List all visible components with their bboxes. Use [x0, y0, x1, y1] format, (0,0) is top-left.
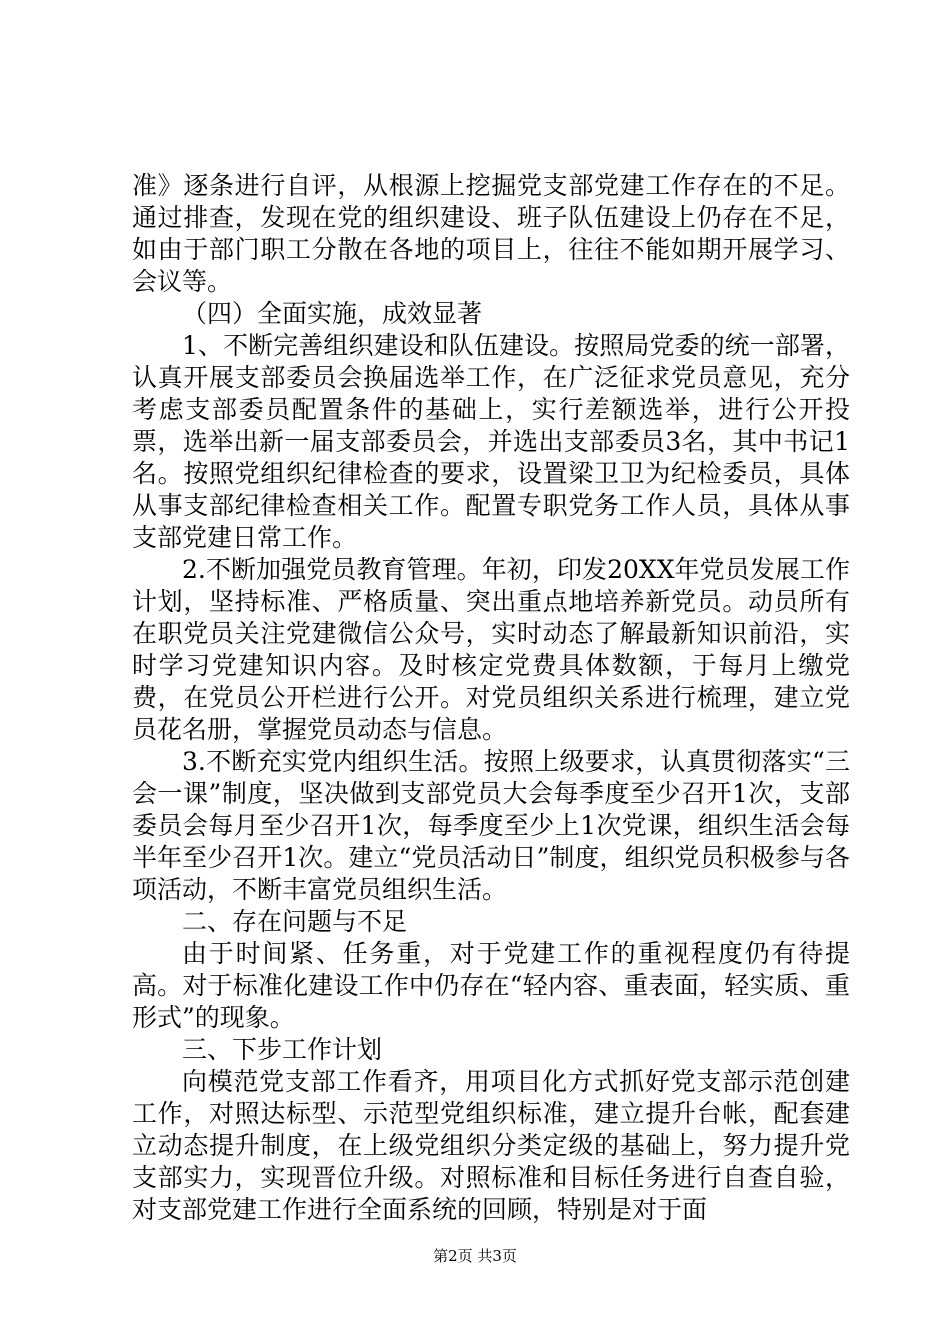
paragraph-organization-life: 3.不断充实党内组织生活。按照上级要求，认真贯彻落实“三会一课”制度，坚决做到支部党员大会每季度至少召开1次，支部委员会每月至少召开1次，每季度至少上1次党课，组织生活会每半年至少召开1次。建立“党员活动日”制度，组织党员积极参与各项活动，不断丰富党员组织生活。 [132, 747, 850, 904]
paragraph-problems: 由于时间紧、任务重，对于党建工作的重视程度仍有待提高。对于标准化建设工作中仍存在“轻内容、重表面，轻实质、重形式”的现象。 [132, 939, 850, 1032]
paragraph-continuation: 准》逐条进行自评，从根源上挖掘党支部党建工作存在的不足。通过排查，发现在党的组织建设、班子队伍建设上仍存在不足，如由于部门职工分散在各地的项目上，往往不能如期开展学习、会议等。 [132, 171, 850, 296]
page-number-footer: 第2页 共3页 [433, 1247, 517, 1265]
paragraph-member-education: 2.不断加强党员教育管理。年初，印发20XX年党员发展工作计划，坚持标准、严格质量、突出重点地培养新党员。动员所有在职党员关注党建微信公众号，实时动态了解最新知识前沿，实时学习党建知识内容。及时核定党费具体数额，于每月上缴党费，在党员公开栏进行公开。对党员组织关系进行梳理，建立党员花名册，掌握党员动态与信息。 [132, 555, 850, 744]
section-heading-implementation: （四）全面实施，成效显著 [182, 299, 483, 328]
section-heading-next-steps: 三、下步工作计划 [182, 1035, 383, 1064]
paragraph-next-steps: 向模范党支部工作看齐，用项目化方式抓好党支部示范创建工作，对照达标型、示范型党组织标准，建立提升台帐，配套建立动态提升制度，在上级党组织分类定级的基础上，努力提升党支部实力，实现晋位升级。对照标准和目标任务进行自查自验，对支部党建工作进行全面系统的回顾，特别是对于面 [132, 1067, 850, 1224]
document-body [132, 170, 850, 1226]
paragraph-organization-building: 1、不断完善组织建设和队伍建设。按照局党委的统一部署，认真开展支部委员会换届选举工作，在广泛征求党员意见，充分考虑支部委员配置条件的基础上，实行差额选举，进行公开投票，选举出新一届支部委员会，并选出支部委员3名，其中书记1名。按照党组织纪律检查的要求，设置梁卫卫为纪检委员，具体从事支部纪律检查相关工作。配置专职党务工作人员，具体从事支部党建日常工作。 [132, 331, 850, 552]
section-heading-problems: 二、存在问题与不足 [182, 907, 408, 936]
